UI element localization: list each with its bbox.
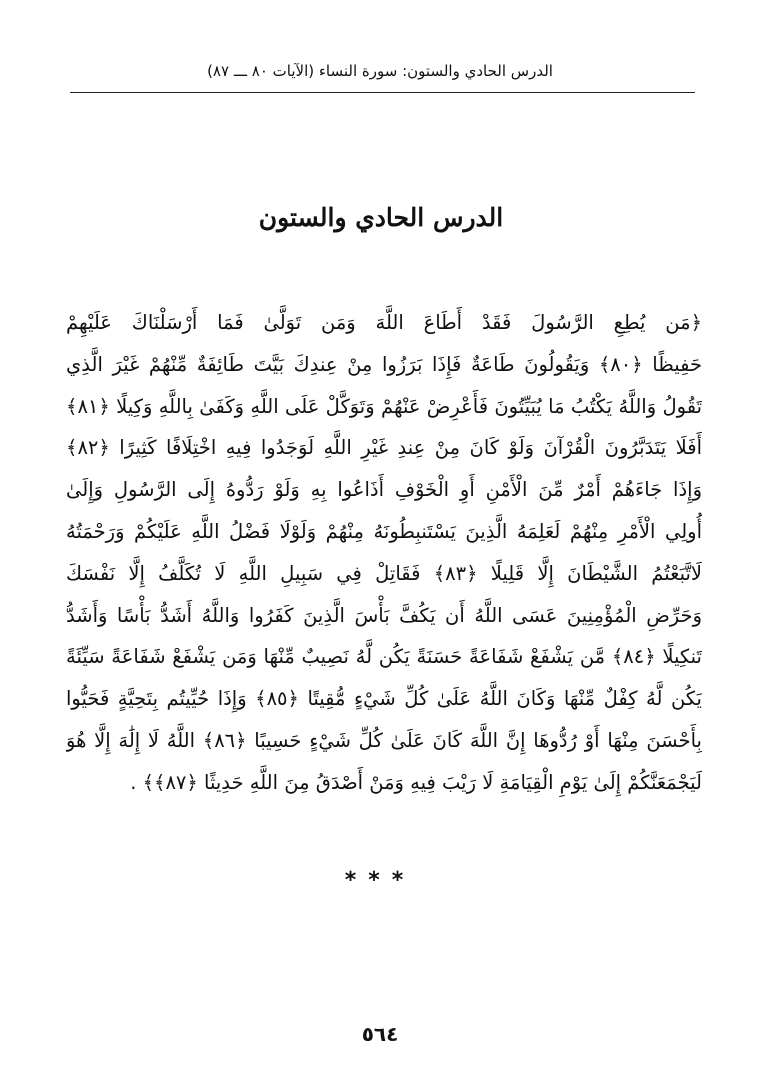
page-number: ٥٦٤ [361,1022,399,1046]
running-header: الدرس الحادي والستون: سورة النساء (الآيات ٨٠ ـــ ٨٧) [207,62,553,80]
verse-line: ﴿مَن يُطِعِ الرَّسُولَ فَقَدْ أَطَاعَ اللَّهَ وَمَن تَوَلَّىٰ فَمَا أَرْسَلْنَاكَ عَلَيْهِمْ [66,311,702,334]
verse-line: وَإِذَا جَاءَهُمْ أَمْرٌ مِّنَ الْأَمْنِ أَوِ الْخَوْفِ أَذَاعُوا بِهِ وَلَوْ رَدُّوهُ إِلَى الرَّسُولِ وَإِلَىٰ [66,478,702,502]
header-rule [70,92,695,93]
verse-line: تَقُولُ وَاللَّهُ يَكْتُبُ مَا يُبَيِّتُونَ فَأَعْرِضْ عَنْهُمْ وَتَوَكَّلْ عَلَى اللَّهِ وَكَفَىٰ بِاللَّهِ وَكِيلًا ﴿٨١﴾ [66,394,702,418]
verse-line: تَنكِيلًا ﴿٨٤﴾ مَّن يَشْفَعْ شَفَاعَةً حَسَنَةً يَكُن لَّهُ نَصِيبٌ مِّنْهَا وَمَن يَشْفَعْ شَفَاعَةً سَيِّئَةً [66,645,702,669]
verse-line: حَفِيظًا ﴿٨٠﴾ وَيَقُولُونَ طَاعَةٌ فَإِذَا بَرَزُوا مِنْ عِندِكَ بَيَّتَ طَائِفَةٌ مِّنْهُمْ غَيْرَ الَّذِي [66,352,702,376]
section-separator: *** [344,868,416,893]
verse-line: وَحَرِّضِ الْمُؤْمِنِينَ عَسَى اللَّهُ أَن يَكُفَّ بَأْسَ الَّذِينَ كَفَرُوا وَاللَّهُ أَشَدُّ بَأْسًا وَأَشَدُّ [66,603,702,627]
quran-verses-block [66,302,702,804]
verse-line: يَكُن لَّهُ كِفْلٌ مِّنْهَا وَكَانَ اللَّهُ عَلَىٰ كُلِّ شَيْءٍ مُّقِيتًا ﴿٨٥﴾ وَإِذَا حُيِّيتُم بِتَحِيَّةٍ فَحَيُّوا [66,687,702,711]
chapter-title: الدرس الحادي والستون [258,203,504,232]
verse-line: بِأَحْسَنَ مِنْهَا أَوْ رُدُّوهَا إِنَّ اللَّهَ كَانَ عَلَىٰ كُلِّ شَيْءٍ حَسِيبًا ﴿٨٦﴾ اللَّهُ لَا إِلَٰهَ إِلَّا هُوَ [66,728,702,752]
verse-line: لَيَجْمَعَنَّكُمْ إِلَىٰ يَوْمِ الْقِيَامَةِ لَا رَيْبَ فِيهِ وَمَنْ أَصْدَقُ مِنَ اللَّهِ حَدِيثًا ﴿٨٧﴾﴾ . [130,770,702,794]
verse-line: لَاتَّبَعْتُمُ الشَّيْطَانَ إِلَّا قَلِيلًا ﴿٨٣﴾ فَقَاتِلْ فِي سَبِيلِ اللَّهِ لَا تُكَلَّفُ إِلَّا نَفْسَكَ [66,561,702,585]
verse-line: أَفَلَا يَتَدَبَّرُونَ الْقُرْآنَ وَلَوْ كَانَ مِنْ عِندِ غَيْرِ اللَّهِ لَوَجَدُوا فِيهِ اخْتِلَافًا كَثِيرًا ﴿٨٢﴾ [66,436,702,460]
verse-line: أُولِي الْأَمْرِ مِنْهُمْ لَعَلِمَهُ الَّذِينَ يَسْتَنبِطُونَهُ مِنْهُمْ وَلَوْلَا فَضْلُ اللَّهِ عَلَيْكُمْ وَرَحْمَتُهُ [66,519,702,543]
